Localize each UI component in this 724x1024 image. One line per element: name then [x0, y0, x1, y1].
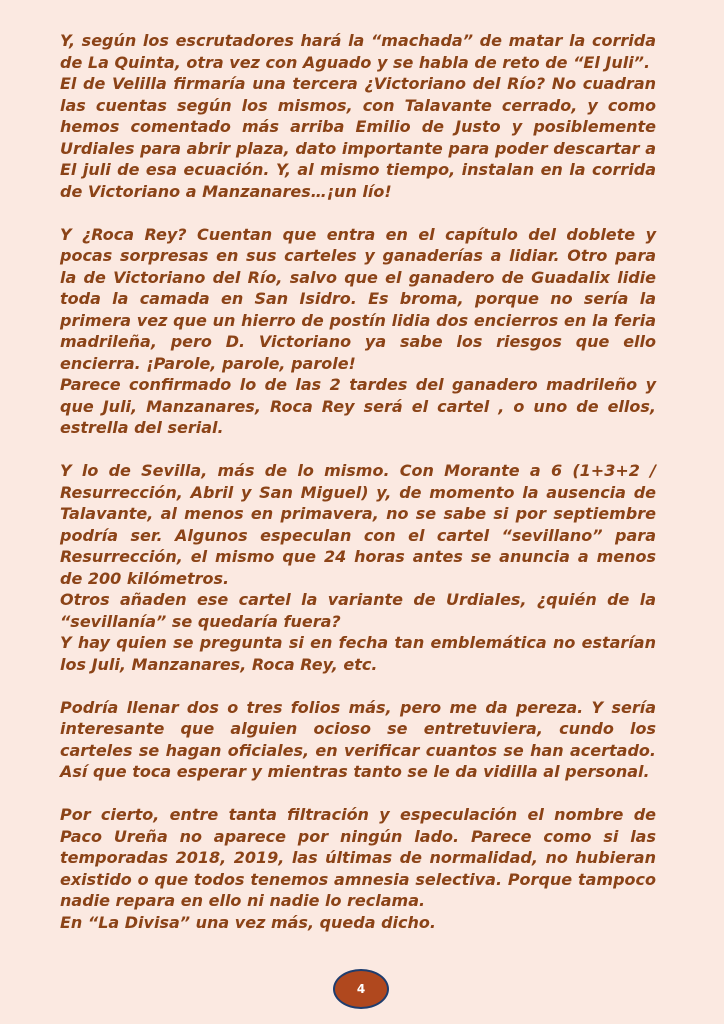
paragraph: Podría llenar dos o tres folios más, pero me da pereza. Y sería interesante que alguien ocioso se entretuviera, cundo los carteles se hagan oficiales, en verificar cuantos se han acertado. Así que toca esperar y mientras tanto se le da vidilla al personal. [60, 697, 656, 781]
paragraph: Por cierto, entre tanta filtración y especulación el nombre de Paco Ureña no aparece por ningún lado. Parece como si las temporadas 2018, 2019, las últimas de normalidad, no hubieran existido o que todos tenemos amnesia selectiva. Porque tampoco nadie repara en ello ni nadie lo reclama. [60, 805, 656, 910]
article-body [60, 30, 656, 933]
paragraph: Otros añaden ese cartel la variante de Urdiales, ¿quién de la “sevillanía” se quedaría fuera? [60, 590, 656, 631]
paragraph: Y lo de Sevilla, más de lo mismo. Con Morante a 6 (1+3+2 / Resurrección, Abril y San Miguel) y, de momento la ausencia de Talavante, al menos en primavera, no se sabe si por septiembre podría ser. Algunos especulan con el cartel “sevillano” para Resurrección, el mismo que 24 horas antes se anuncia a menos de 200 kilómetros. [60, 461, 656, 588]
paragraph: Parece confirmado lo de las 2 tardes del ganadero madrileño y que Juli, Manzanares, Roca Rey será el cartel , o uno de ellos, estrella del serial. [60, 375, 656, 437]
paragraph: Y, según los escrutadores hará la “machada” de matar la corrida de La Quinta, otra vez con Aguado y se habla de reto de “El Juli”. [60, 31, 656, 72]
page-number: 4 [356, 982, 366, 996]
paragraph: Y ¿Roca Rey? Cuentan que entra en el capítulo del doblete y pocas sorpresas en sus carteles y ganaderías a lidiar. Otro para la de Victoriano del Río, salvo que el ganadero de Guadalix lidie toda la camada en San Isidro. Es broma, porque no sería la primera vez que un hierro de postín lidia dos encierros en la feria madrileña, pero D. Victoriano ya sabe los riesgos que ello encierra. ¡Parole, parole, parole! [60, 224, 656, 373]
page-number-badge [333, 969, 389, 1009]
paragraph: El de Velilla firmaría una tercera ¿Victoriano del Río? No cuadran las cuentas según los mismos, con Talavante cerrado, y como hemos comentado más arriba Emilio de Justo y posiblemente Urdiales para abrir plaza, dato importante para poder descartar a El juli de esa ecuación. Y, al mismo tiempo, instalan en la corrida de Victoriano a Manzanares…¡un lío! [60, 74, 656, 201]
paragraph: Y hay quien se pregunta si en fecha tan emblemática no estarían los Juli, Manzanares, Roca Rey, etc. [60, 633, 656, 674]
paragraph: En “La Divisa” una vez más, queda dicho. [60, 912, 436, 932]
